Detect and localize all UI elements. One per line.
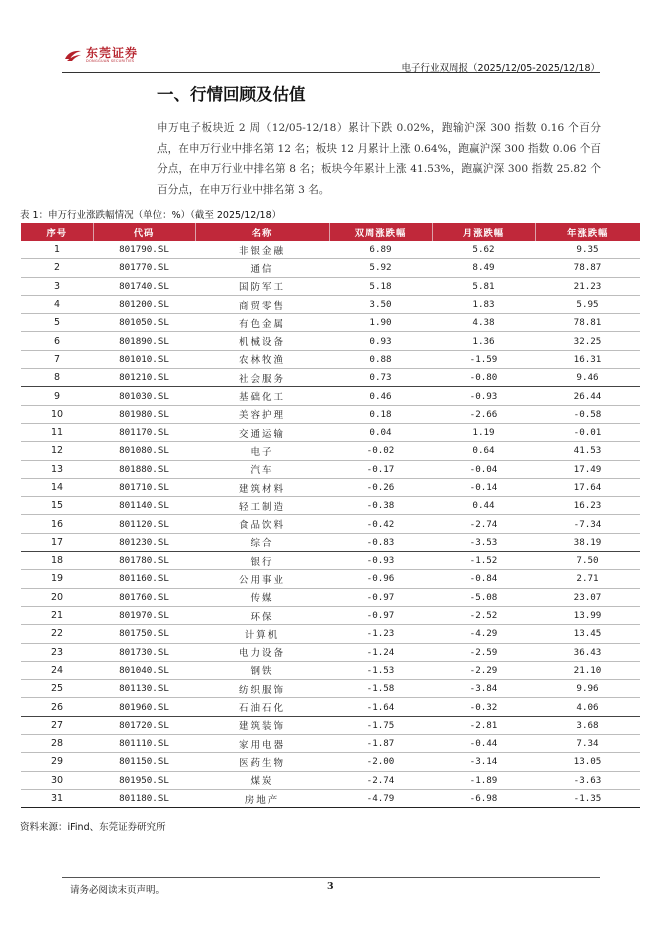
cell-rank: 19 [21,570,93,588]
cell-monthly-change: -4.29 [432,625,535,643]
cell-name: 美容护理 [195,405,329,423]
cell-code: 801740.SL [93,277,195,295]
cell-rank: 6 [21,332,93,350]
cell-name: 社会服务 [195,369,329,387]
cell-monthly-change: 0.44 [432,497,535,515]
cell-rank: 29 [21,753,93,771]
table-row [21,661,640,679]
table-caption: 表 1：申万行业涨跌幅情况（单位：%）（截至 2025/12/18） [20,210,282,221]
report-title: 电子行业双周报（2025/12/05-2025/12/18） [401,63,600,74]
cell-name: 非银金融 [195,241,329,259]
cell-name: 汽车 [195,460,329,478]
table-row [21,387,640,405]
cell-rank: 10 [21,405,93,423]
cell-code: 801730.SL [93,643,195,661]
cell-yearly-change: 7.34 [535,735,640,753]
footer-disclaimer: 请务必阅读末页声明。 [70,885,166,896]
cell-monthly-change: -3.53 [432,533,535,551]
cell-name: 机械设备 [195,332,329,350]
cell-name: 电力设备 [195,643,329,661]
cell-biweekly-change: -1.24 [329,643,432,661]
cell-yearly-change: 16.31 [535,350,640,368]
cell-monthly-change: -0.14 [432,478,535,496]
cell-code: 801030.SL [93,387,195,405]
cell-biweekly-change: -2.00 [329,753,432,771]
cell-monthly-change: -3.14 [432,753,535,771]
table-row [21,735,640,753]
cell-code: 801170.SL [93,423,195,441]
cell-biweekly-change: -0.93 [329,552,432,570]
cell-rank: 31 [21,789,93,807]
cell-biweekly-change: 3.50 [329,295,432,313]
cell-monthly-change: -0.44 [432,735,535,753]
cell-biweekly-change: -1.53 [329,661,432,679]
cell-monthly-change: -0.04 [432,460,535,478]
brand-emblem-icon [64,48,82,62]
cell-monthly-change: 0.64 [432,442,535,460]
cell-yearly-change: 38.19 [535,533,640,551]
table-row [21,570,640,588]
cell-biweekly-change: 0.73 [329,369,432,387]
header-biweekly-change: 双周涨跌幅 [329,223,432,241]
cell-code: 801230.SL [93,533,195,551]
table-row [21,716,640,734]
cell-yearly-change: 9.46 [535,369,640,387]
cell-yearly-change: 13.45 [535,625,640,643]
header-name: 名称 [195,223,329,241]
cell-rank: 7 [21,350,93,368]
cell-name: 银行 [195,552,329,570]
cell-code: 801890.SL [93,332,195,350]
cell-biweekly-change: -1.23 [329,625,432,643]
cell-monthly-change: 1.83 [432,295,535,313]
cell-monthly-change: -1.52 [432,552,535,570]
cell-monthly-change: -5.08 [432,588,535,606]
header-rank: 序号 [21,223,93,241]
cell-monthly-change: -2.52 [432,606,535,624]
cell-code: 801160.SL [93,570,195,588]
cell-code: 801050.SL [93,314,195,332]
cell-name: 环保 [195,606,329,624]
cell-name: 食品饮料 [195,515,329,533]
cell-monthly-change: 5.81 [432,277,535,295]
cell-biweekly-change: -0.96 [329,570,432,588]
table-row [21,423,640,441]
cell-rank: 23 [21,643,93,661]
cell-yearly-change: 32.25 [535,332,640,350]
cell-name: 钢铁 [195,661,329,679]
table-row [21,241,640,259]
table-row [21,332,640,350]
table-row [21,497,640,515]
cell-name: 房地产 [195,789,329,807]
cell-name: 国防军工 [195,277,329,295]
cell-biweekly-change: 5.92 [329,259,432,277]
cell-rank: 17 [21,533,93,551]
cell-code: 801140.SL [93,497,195,515]
header-yearly-change: 年涨跌幅 [535,223,640,241]
cell-rank: 13 [21,460,93,478]
cell-yearly-change: 5.95 [535,295,640,313]
cell-biweekly-change: -1.64 [329,698,432,716]
cell-monthly-change: -0.80 [432,369,535,387]
cell-biweekly-change: 6.89 [329,241,432,259]
cell-biweekly-change: -4.79 [329,789,432,807]
cell-code: 801790.SL [93,241,195,259]
cell-yearly-change: -7.34 [535,515,640,533]
table-row [21,314,640,332]
cell-biweekly-change: 0.93 [329,332,432,350]
cell-biweekly-change: -1.75 [329,716,432,734]
cell-biweekly-change: -0.17 [329,460,432,478]
cell-rank: 22 [21,625,93,643]
cell-code: 801110.SL [93,735,195,753]
cell-rank: 21 [21,606,93,624]
cell-rank: 28 [21,735,93,753]
cell-monthly-change: -2.81 [432,716,535,734]
cell-monthly-change: 8.49 [432,259,535,277]
table-row [21,680,640,698]
cell-yearly-change: -1.35 [535,789,640,807]
table-row [21,460,640,478]
cell-rank: 3 [21,277,93,295]
cell-yearly-change: -0.58 [535,405,640,423]
table-header-row [21,223,640,241]
cell-code: 801180.SL [93,789,195,807]
cell-yearly-change: 78.81 [535,314,640,332]
cell-yearly-change: 13.99 [535,606,640,624]
cell-code: 801950.SL [93,771,195,789]
cell-yearly-change: 41.53 [535,442,640,460]
cell-yearly-change: 21.23 [535,277,640,295]
table-row [21,643,640,661]
cell-yearly-change: 9.96 [535,680,640,698]
cell-name: 通信 [195,259,329,277]
cell-biweekly-change: -0.02 [329,442,432,460]
cell-name: 建筑装饰 [195,716,329,734]
cell-name: 家用电器 [195,735,329,753]
table-row [21,515,640,533]
cell-monthly-change: -0.84 [432,570,535,588]
page-number: 3 [327,881,334,892]
cell-name: 电子 [195,442,329,460]
cell-biweekly-change: -2.74 [329,771,432,789]
cell-name: 纺织服饰 [195,680,329,698]
cell-code: 801770.SL [93,259,195,277]
cell-name: 医药生物 [195,753,329,771]
table-row [21,753,640,771]
industry-performance-table [21,223,640,808]
cell-biweekly-change: 5.18 [329,277,432,295]
header-monthly-change: 月涨跌幅 [432,223,535,241]
cell-yearly-change: 17.49 [535,460,640,478]
cell-code: 801780.SL [93,552,195,570]
cell-biweekly-change: 0.46 [329,387,432,405]
header-divider [62,72,600,73]
cell-rank: 11 [21,423,93,441]
cell-name: 交通运输 [195,423,329,441]
section-paragraph: 申万电子板块近 2 周（12/05-12/18）累计下跌 0.02%，跑输沪深 300 指数 0.16 个百分点，在申万行业中排名第 12 名；板块 12 月累计上涨 0.64%，跑赢沪深 300 指数 0.06 个百分点，在申万行业中排名第 8 名；板块今年累计上涨 41.53%，跑赢沪深 300 指数 25.82 个百分点，在申万行业中排名第 3 名。 [157,122,601,196]
cell-code: 801040.SL [93,661,195,679]
cell-code: 801010.SL [93,350,195,368]
cell-monthly-change: -2.29 [432,661,535,679]
cell-name: 有色金属 [195,314,329,332]
cell-name: 农林牧渔 [195,350,329,368]
section-title: 一、行情回顾及估值 [157,85,306,104]
table-row [21,478,640,496]
cell-rank: 5 [21,314,93,332]
cell-biweekly-change: 1.90 [329,314,432,332]
cell-name: 煤炭 [195,771,329,789]
cell-name: 建筑材料 [195,478,329,496]
cell-biweekly-change: 0.18 [329,405,432,423]
cell-rank: 14 [21,478,93,496]
cell-rank: 12 [21,442,93,460]
cell-monthly-change: -2.59 [432,643,535,661]
table-row [21,533,640,551]
cell-name: 商贸零售 [195,295,329,313]
table-row [21,369,640,387]
cell-biweekly-change: -0.83 [329,533,432,551]
cell-code: 801980.SL [93,405,195,423]
cell-yearly-change: 36.43 [535,643,640,661]
cell-code: 801200.SL [93,295,195,313]
cell-rank: 2 [21,259,93,277]
table-row [21,606,640,624]
cell-code: 801150.SL [93,753,195,771]
table-row [21,588,640,606]
cell-rank: 27 [21,716,93,734]
cell-name: 综合 [195,533,329,551]
cell-yearly-change: 26.44 [535,387,640,405]
footer-divider [62,877,600,878]
table-row [21,771,640,789]
cell-rank: 18 [21,552,93,570]
cell-yearly-change: 7.50 [535,552,640,570]
cell-biweekly-change: -0.26 [329,478,432,496]
cell-biweekly-change: -1.87 [329,735,432,753]
cell-biweekly-change: -1.58 [329,680,432,698]
cell-yearly-change: 78.87 [535,259,640,277]
cell-yearly-change: 17.64 [535,478,640,496]
cell-code: 801960.SL [93,698,195,716]
cell-biweekly-change: 0.88 [329,350,432,368]
table-row [21,442,640,460]
cell-rank: 8 [21,369,93,387]
cell-yearly-change: 9.35 [535,241,640,259]
table-row [21,552,640,570]
cell-monthly-change: -0.32 [432,698,535,716]
cell-monthly-change: -2.66 [432,405,535,423]
cell-name: 公用事业 [195,570,329,588]
cell-name: 轻工制造 [195,497,329,515]
cell-code: 801760.SL [93,588,195,606]
cell-biweekly-change: -0.38 [329,497,432,515]
cell-monthly-change: -1.59 [432,350,535,368]
data-source: 资料来源：iFind、东莞证券研究所 [20,822,166,833]
cell-rank: 20 [21,588,93,606]
cell-yearly-change: 23.07 [535,588,640,606]
cell-code: 801720.SL [93,716,195,734]
table-row [21,350,640,368]
cell-biweekly-change: -0.97 [329,588,432,606]
table-row [21,625,640,643]
cell-rank: 1 [21,241,93,259]
cell-name: 基础化工 [195,387,329,405]
cell-code: 801970.SL [93,606,195,624]
cell-monthly-change: -1.89 [432,771,535,789]
header-code: 代码 [93,223,195,241]
cell-yearly-change: 4.06 [535,698,640,716]
cell-code: 801750.SL [93,625,195,643]
cell-biweekly-change: 0.04 [329,423,432,441]
cell-code: 801130.SL [93,680,195,698]
cell-yearly-change: 13.05 [535,753,640,771]
cell-monthly-change: 1.36 [432,332,535,350]
table-row [21,259,640,277]
cell-monthly-change: -6.98 [432,789,535,807]
cell-yearly-change: -3.63 [535,771,640,789]
cell-monthly-change: -0.93 [432,387,535,405]
brand-name-en: DONGGUAN SECURITIES [86,59,135,63]
cell-name: 计算机 [195,625,329,643]
cell-yearly-change: 16.23 [535,497,640,515]
cell-code: 801080.SL [93,442,195,460]
cell-code: 801710.SL [93,478,195,496]
cell-monthly-change: 1.19 [432,423,535,441]
cell-code: 801880.SL [93,460,195,478]
cell-biweekly-change: -0.97 [329,606,432,624]
table-row [21,405,640,423]
cell-rank: 26 [21,698,93,716]
cell-rank: 30 [21,771,93,789]
cell-name: 石油石化 [195,698,329,716]
cell-biweekly-change: -0.42 [329,515,432,533]
cell-rank: 25 [21,680,93,698]
cell-name: 传媒 [195,588,329,606]
cell-rank: 24 [21,661,93,679]
brand-name: 东莞证券 [86,46,139,60]
cell-code: 801210.SL [93,369,195,387]
cell-yearly-change: 2.71 [535,570,640,588]
table-row [21,277,640,295]
cell-rank: 4 [21,295,93,313]
cell-yearly-change: 3.68 [535,716,640,734]
cell-monthly-change: 4.38 [432,314,535,332]
cell-rank: 15 [21,497,93,515]
table-row [21,789,640,807]
cell-yearly-change: -0.01 [535,423,640,441]
cell-yearly-change: 21.10 [535,661,640,679]
table-row [21,698,640,716]
cell-monthly-change: -2.74 [432,515,535,533]
cell-monthly-change: -3.84 [432,680,535,698]
cell-monthly-change: 5.62 [432,241,535,259]
cell-rank: 16 [21,515,93,533]
table-row [21,295,640,313]
company-logo [64,47,138,64]
cell-rank: 9 [21,387,93,405]
cell-code: 801120.SL [93,515,195,533]
